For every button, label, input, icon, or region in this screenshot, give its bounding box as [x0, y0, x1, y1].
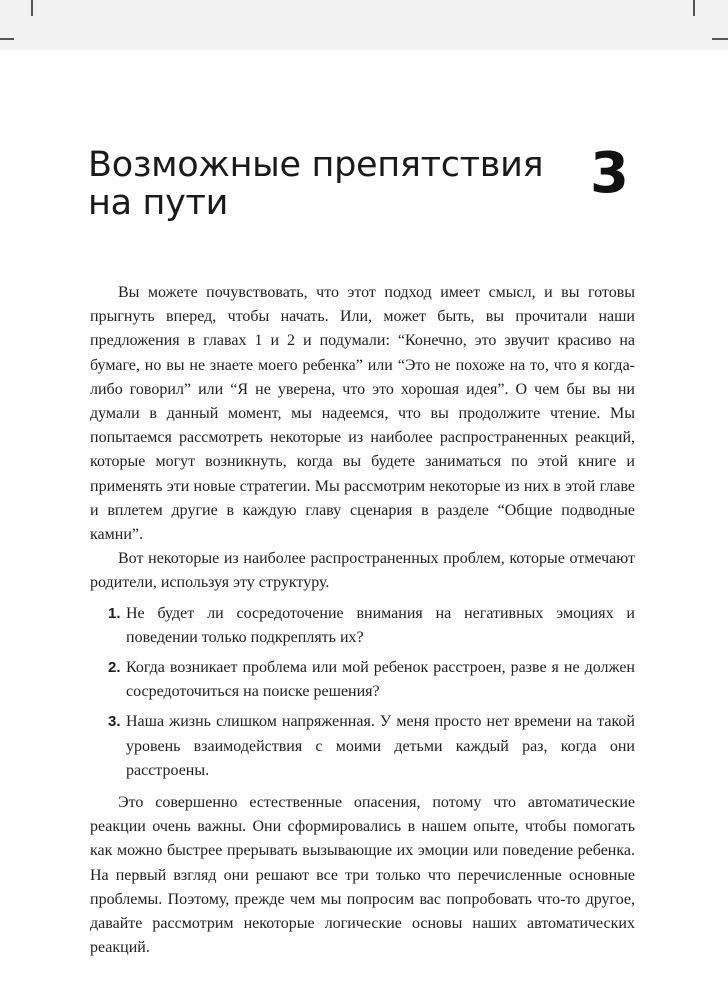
problems-list: [90, 602, 635, 783]
list-item: [90, 656, 635, 704]
list-item: [90, 602, 635, 650]
list-item-number: 3.: [108, 713, 121, 731]
list-item: [90, 710, 635, 783]
list-item-text: Не будет ли сосредоточение внимания на негативных эмоциях и поведении только подкреплять их?: [126, 604, 635, 646]
list-item-text: Наша жизнь слишком напряженная. У меня просто нет времени на такой уровень взаимодействия с моими детьми каждый раз, когда они расстроены.: [126, 713, 635, 779]
chapter-body: [90, 281, 635, 960]
document-page: [0, 50, 728, 1000]
chapter-number: 3: [590, 141, 629, 206]
chapter-title-line-2: на пути: [88, 183, 229, 223]
paragraph-automatic-reactions: Это совершенно естественные опасения, потому что автоматические реакции очень важны. Они сформировались в нашем опыте, чтобы помогать как можно быстрее прерывать вызывающие их эмоции или поведение ребенка. На первый взгляд они решают все три только что перечисленные основные проблемы. Поэтому, прежде чем мы попросим вас попробовать что-то другое, давайте рассмотрим некоторые логические основы наших автоматических реакций.: [90, 794, 635, 957]
list-item-number: 1.: [108, 604, 121, 622]
chapter-title-line-1: Возможные препятствия: [88, 145, 544, 185]
paragraph-problems-lead: Вот некоторые из наиболее распространенных проблем, которые отмечают родители, используя эту структуру.: [90, 550, 635, 592]
list-item-text: Когда возникает проблема или мой ребенок расстроен, разве я не должен сосредоточиться на поиске решения?: [126, 659, 635, 701]
crop-mark-right: [712, 38, 728, 40]
crop-mark-left: [0, 38, 14, 40]
chapter-title: [88, 146, 558, 222]
paragraph-intro: Вы можете почувствовать, что этот подход имеет смысл, и вы готовы прыгнуть вперед, чтобы начать. Или, может быть, вы прочитали наши предложения в главах 1 и 2 и подумали: “Конечно, это звучит красиво на бумаге, но вы не знаете моего ребенка” или “Это не похоже на то, что я когда-либо говорил” или “Я не уверена, что это хорошая идея”. О чем бы вы ни думали в данный момент, мы надеемся, что вы продолжите чтение. Мы попытаемся рассмотреть некоторые из наиболее распространенных реакций, которые могут возникнуть, когда вы будете заниматься по этой книге и применять эти новые стратегии. Мы рассмотрим некоторые из них в этой главе и вплетем другие в каждую главу сценария в разделе “Общие подводные камни”.: [90, 284, 635, 544]
list-item-number: 2.: [108, 659, 121, 677]
crop-mark-top-left: [31, 0, 33, 16]
crop-mark-top-right: [693, 0, 695, 16]
